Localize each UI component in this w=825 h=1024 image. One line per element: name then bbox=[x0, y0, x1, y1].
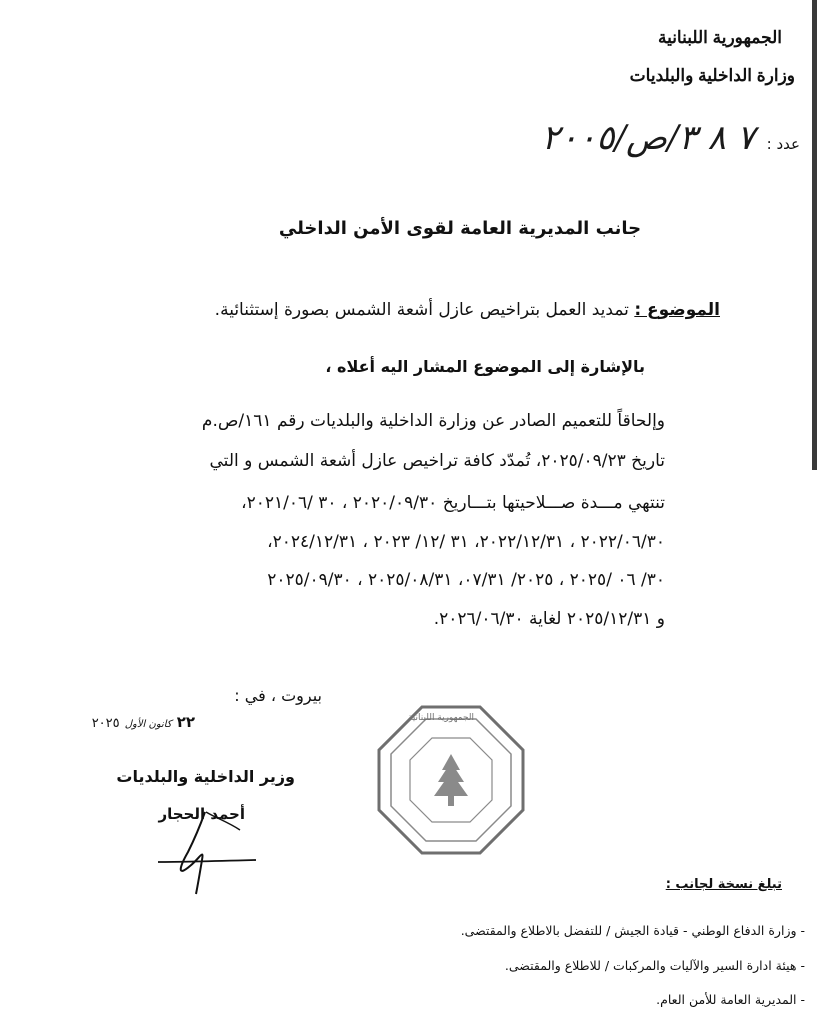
body-line: تنتهي مـــدة صـــلاحيتها بتـــاريخ ٢٠٢٠/٠٩/٣٠ ، ٣٠ /٢٠٢١/٠٦، bbox=[241, 493, 665, 513]
date-month: كانون الأول bbox=[124, 719, 172, 730]
ministry-seal bbox=[376, 704, 526, 856]
subject-text: تمديد العمل بتراخيص عازل أشعة الشمس بصورة إستثنائية. bbox=[214, 300, 629, 320]
subject bbox=[215, 300, 720, 320]
addressee: جانب المديرية العامة لقوى الأمن الداخلي bbox=[278, 218, 642, 239]
republic-header: الجمهورية اللبنانية bbox=[657, 28, 782, 47]
reference-number: ٧ ٨ ٣/ص/٢٠٠٥ bbox=[541, 118, 755, 158]
body-line: ٣٠/ ٠٦ /٢٠٢٥ ، ٢٠٢٥/ ٠٧/٣١، ٢٠٢٥/٠٨/٣١ ، ٢٠٢٥/٠٩/٣٠ bbox=[267, 570, 665, 590]
body-line: و ٢٠٢٥/١٢/٣١ لغاية ٢٠٢٦/٠٦/٣٠. bbox=[433, 609, 665, 629]
body-line: وإلحاقاً للتعميم الصادر عن وزارة الداخلية والبلديات رقم ١٦١/ص.م bbox=[201, 411, 665, 431]
salutation: بالإشارة إلى الموضوع المشار اليه أعلاه ، bbox=[325, 357, 645, 376]
handwritten-signature bbox=[150, 808, 260, 896]
body-line: ٢٠٢٢/٠٦/٣٠ ، ٢٠٢٢/١٢/٣١، ٣١ /١٢/ ٢٠٢٣ ، ٢٠٢٤/١٢/٣١، bbox=[267, 532, 665, 552]
date-day: ٢٢ bbox=[176, 713, 195, 731]
copy-item: - هيئة ادارة السير والآليات والمركبات / للاطلاع والمقتضى. bbox=[504, 958, 805, 973]
place-label: بيروت ، في : bbox=[234, 686, 322, 705]
copy-item: - وزارة الدفاع الوطني - قيادة الجيش / للتفضل بالاطلاع والمقتضى. bbox=[460, 923, 805, 938]
issue-date bbox=[70, 712, 195, 731]
reference-label: عدد : bbox=[766, 135, 800, 153]
seal-text: الجمهورية اللبنانية bbox=[408, 713, 475, 723]
body-line: تاريخ ٢٠٢٥/٠٩/٢٣، تُمدّد كافة تراخيص عازل أشعة الشمس و التي bbox=[209, 451, 665, 471]
signatory-name: أحمد الحجار bbox=[158, 805, 245, 823]
copy-item: - المديرية العامة للأمن العام. bbox=[656, 992, 805, 1007]
copies-title: تبلغ نسخة لجانب : bbox=[665, 877, 782, 892]
signatory-title: وزير الداخلية والبلديات bbox=[116, 767, 295, 786]
date-year: ٢٠٢٥ bbox=[91, 716, 120, 731]
ministry-header: وزارة الداخلية والبلديات bbox=[629, 66, 795, 85]
subject-label: الموضوع : bbox=[634, 300, 720, 320]
